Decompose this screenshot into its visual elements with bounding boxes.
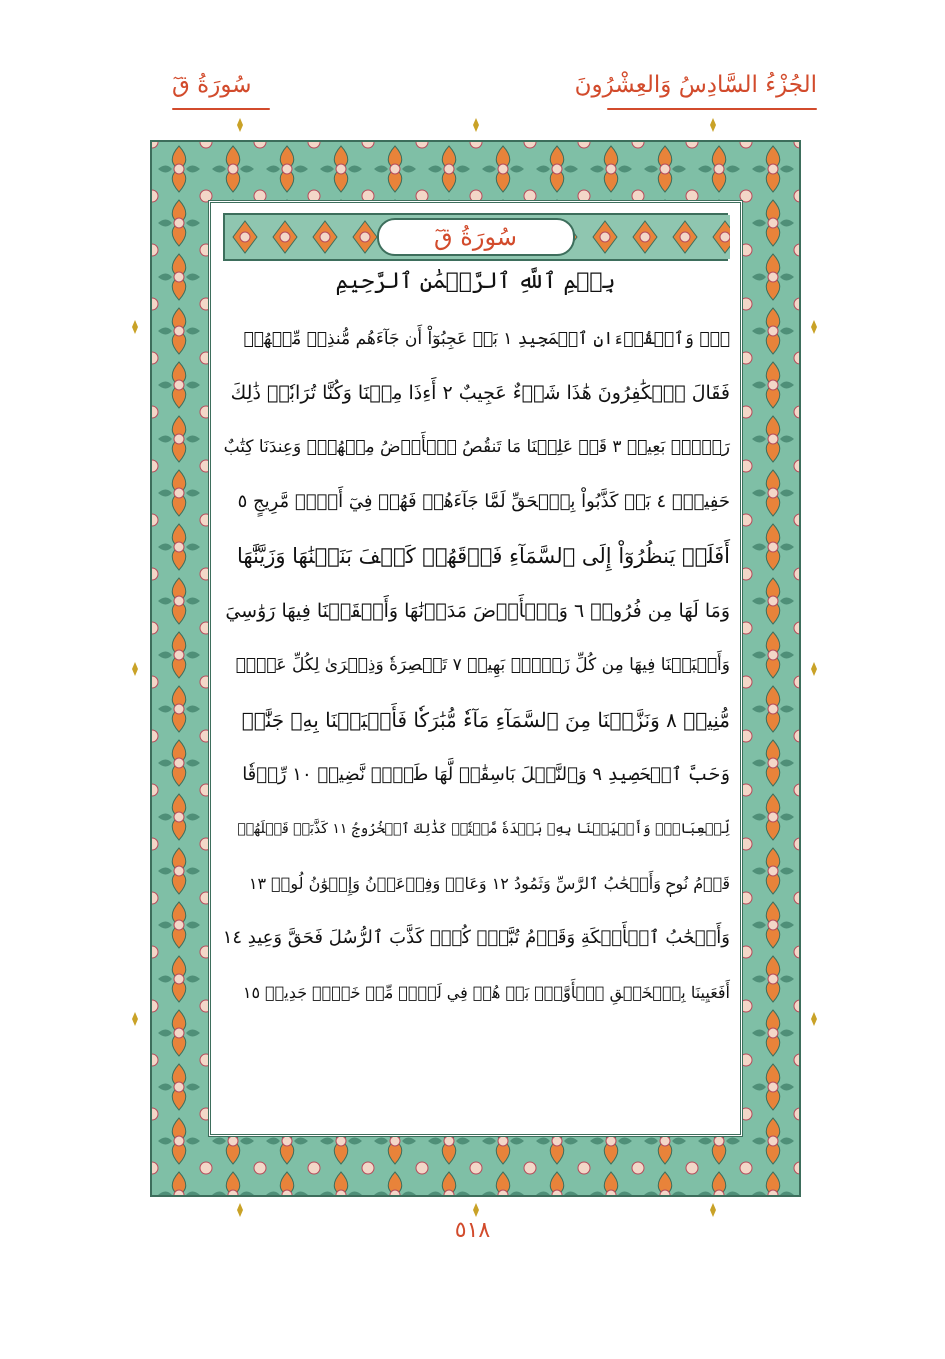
surah-title: سُورَةُ قٓ [434,223,517,251]
verse-line: مُّنِيبٖ ٨ وَنَزَّلۡنَا مِنَ ٱلسَّمَآءِ مَآءٗ مُّبَٰرَكٗا فَأَنۢبَتۡنَا بِهِۦ جَنَّٰتٖ [241,707,730,732]
juz-header: الجُزْءُ السَّادِسُ وَالعِشْرُونَ [574,72,817,98]
verse-line: حَفِيظُۢ ٤ بَلۡ كَذَّبُواْ بِٱلۡحَقِّ لَمَّا جَآءَهُمۡ فَهُمۡ فِيٓ أَمۡرٖ مَّرِيجٍ ٥ [237,491,730,513]
ornament-pin-icon [710,1203,716,1217]
surah-title-band [223,213,728,261]
ornament-pin-icon [811,1012,817,1026]
surah-header: سُورَةُ قٓ [172,72,252,98]
verse-line: أَفَعَيِينَا بِٱلۡخَلۡقِ ٱلۡأَوَّلِۚ بَلۡ هُمۡ فِي لَبۡسٖ مِّنۡ خَلۡقٖ جَدِيدٖ ١٥ [242,982,730,1002]
verses-block [221,311,730,1020]
ornament-pin-icon [710,118,716,132]
page-number: ٥١٨ [454,1218,491,1243]
ornament-pin-icon [132,320,138,334]
ornament-pin-icon [237,1203,243,1217]
basmala: بِسۡمِ ٱللَّهِ ٱلرَّحۡمَٰنِ ٱلرَّحِيمِ [335,269,616,294]
ornament-pin-icon [132,1012,138,1026]
verse-line: وَأَنۢبَتۡنَا فِيهَا مِن كُلِّ زَوۡجِۭ بَهِيجٖ ٧ تَبۡصِرَةٗ وَذِكۡرَىٰ لِكُلِّ عَبۡدٖ [235,655,730,676]
ornament-pin-icon [473,1203,479,1217]
verse-line: وَحَبَّ ٱلۡحَصِيدِ ٩ وَٱلنَّخۡلَ بَاسِقَٰتٖ لَّهَا طَلۡعٞ نَّضِيدٞ ١٠ رِّزۡقٗا [242,763,730,785]
ornament-pin-icon [811,662,817,676]
verse-line: فَقَالَ ٱلۡكَٰفِرُونَ هَٰذَا شَيۡءٌ عَجِيبٌ ٢ أَءِذَا مِتۡنَا وَكُنَّا تُرَابٗاۖ ذَٰلِكَ [230,381,730,404]
verse-line: وَمَا لَهَا مِن فُرُوجٖ ٦ وَٱلۡأَرۡضَ مَدَدۡنَٰهَا وَأَلۡقَيۡنَا فِيهَا رَوَٰسِيَ [225,599,730,622]
ornament-pin-icon [473,118,479,132]
verse-line: لِّلۡعِبَادِۖ وَأَحۡيَيۡنَا بِهِۦ بَلۡدَةٗ مَّيۡتٗاۚ كَذَٰلِكَ ٱلۡخُرُوجُ ١١ كَذَّبَتۡ قَبۡلَهُمۡ [237,820,730,837]
verse-line: قٓۚ وَٱلۡقُرۡءَانِ ٱلۡمَجِيدِ ١ بَلۡ عَجِبُوٓاْ أَن جَآءَهُم مُّنذِرٞ مِّنۡهُمۡ [243,328,730,349]
surah-header-underline [172,108,270,110]
ornament-pin-icon [237,118,243,132]
ornamental-border [150,140,801,1197]
verse-line: وَأَصۡحَٰبُ ٱلۡأَيۡكَةِ وَقَوۡمُ تُبَّعٖۚ كُلّٞ كَذَّبَ ٱلرُّسُلَ فَحَقَّ وَعِيدِ ١٤ [222,927,730,949]
juz-header-underline [607,108,817,110]
surah-title-plate [377,218,575,256]
ornament-pin-icon [132,662,138,676]
verse-line: أَفَلَمۡ يَنظُرُوٓاْ إِلَى ٱلسَّمَآءِ فَوۡقَهُمۡ كَيۡفَ بَنَيۡنَٰهَا وَزَيَّنَّٰهَا [236,544,730,569]
text-panel [208,200,743,1137]
ornament-pin-icon [811,320,817,334]
verse-line: رَجۡعُۢ بَعِيدٞ ٣ قَدۡ عَلِمۡنَا مَا تَنقُصُ ٱلۡأَرۡضُ مِنۡهُمۡۖ وَعِندَنَا كِتَٰبٌ [223,437,730,458]
verse-line: قَوۡمُ نُوحٖ وَأَصۡحَٰبُ ٱلرَّسِّ وَثَمُودُ ١٢ وَعَادٞ وَفِرۡعَوۡنُ وَإِخۡوَٰنُ لُوطٖ ١٣ [248,873,730,893]
